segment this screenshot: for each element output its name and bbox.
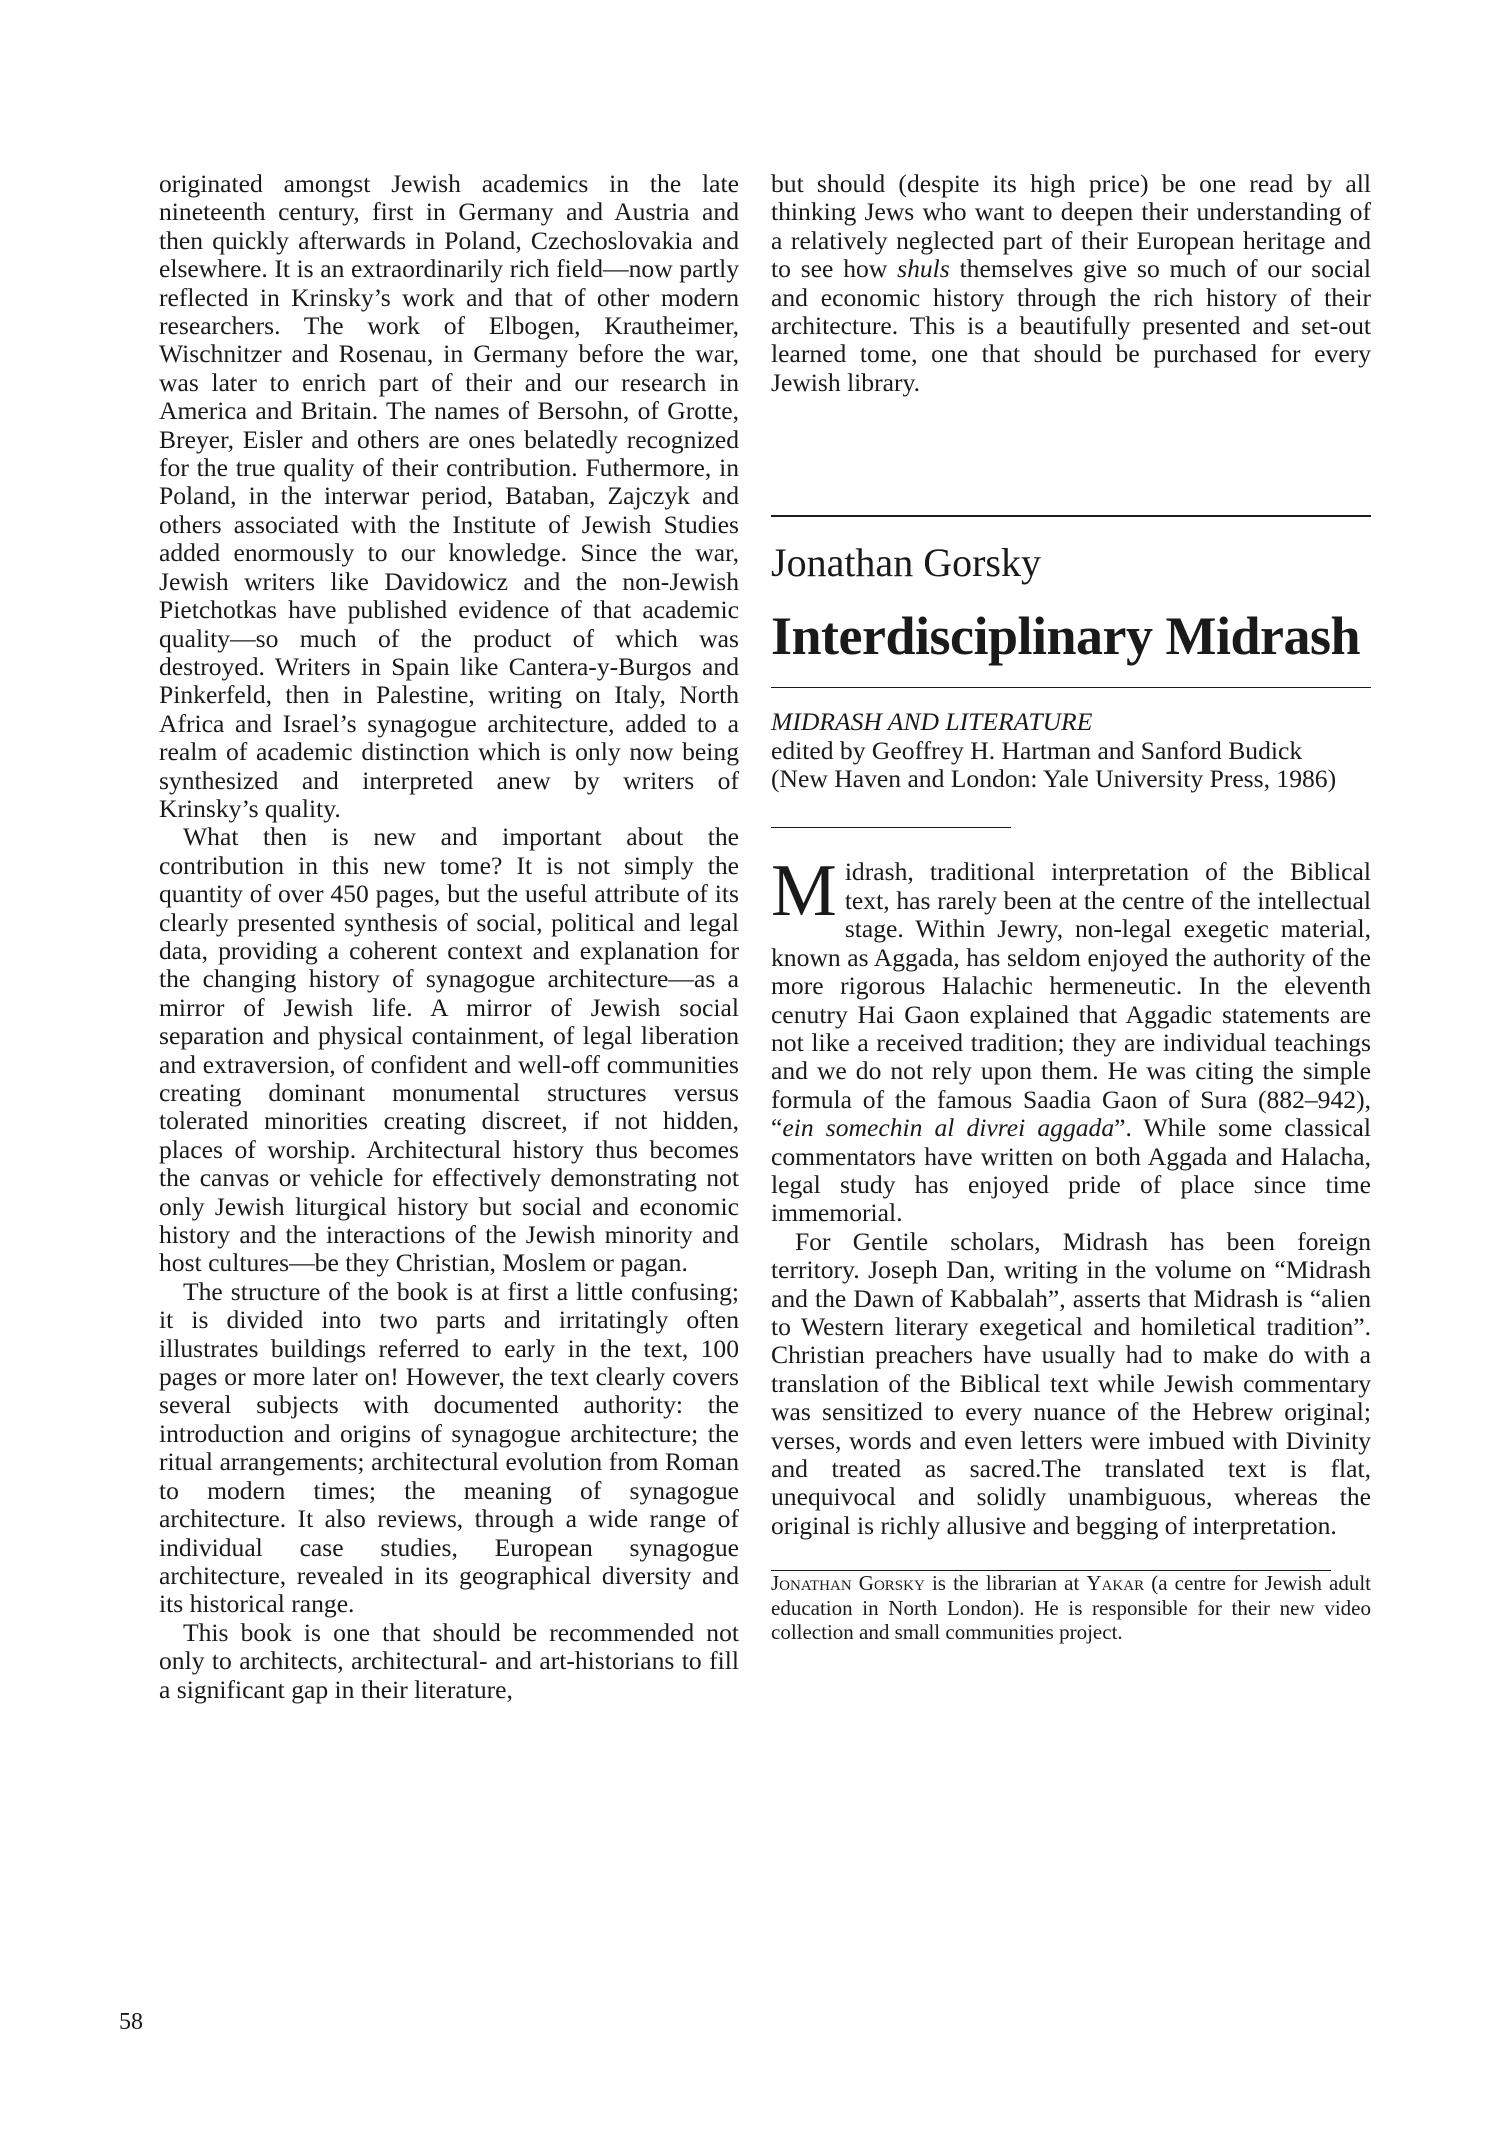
left-paragraph-4: This book is one that should be recommended not only to architects, architectural- and art-historians to fill a significant gap in their literature,: [159, 1617, 739, 1704]
italic-term: shuls: [897, 254, 950, 284]
bio-org: Yakar: [1086, 1571, 1145, 1596]
top-rule: [771, 515, 1371, 517]
italic-quote: ein somechin al divrei aggada: [782, 1113, 1115, 1143]
left-paragraph-3: The structure of the book is at first a little confusing; it is divided into two parts and irritatingly often illustrates buildings referred to early in the text, 100 pages or more later on! However, the text clearly covers several subjects with documented authority: the introduction and origins of synagogue architecture; the ritual arrangements; architectural evolution from Roman to modern times; the meaning of synagogue architecture. It also reviews, through a wide range of individual case studies, European synagogue architecture, revealed in its geographical diversity and its historical range.: [159, 1276, 739, 1619]
book-publisher: (New Haven and London: Yale University Press, 1986): [771, 764, 1337, 794]
left-column: [159, 170, 739, 1704]
book-info: [771, 708, 1371, 793]
author-bio: Jonathan Gorsky is the librarian at Yakar (a centre for Jewish adult education in North London). He is responsible for their new video collection and small communities project.: [771, 1571, 1371, 1645]
short-rule: [771, 827, 1011, 828]
drop-cap: M: [771, 850, 837, 933]
section-spacer: [771, 397, 1371, 515]
review-paragraph-2: For Gentile scholars, Midrash has been foreign territory. Joseph Dan, writing in the volume on “Midrash and the Dawn of Kabbalah”, asserts that Midrash is “alien to Western literary exegetical and homiletical tradition”. Christian preachers have usually had to make do with a translation of the Biblical text while Jewish commentary was sensitized to every nuance of the Hebrew original; verses, words and even letters were imbued with Divinity and treated as sacred.The translated text is flat, unequivocal and solidly unambiguous, whereas the original is richly allusive and begging of interpretation.: [771, 1226, 1371, 1540]
bio-name: Jonathan Gorsky: [771, 1571, 925, 1596]
left-paragraph-1: originated amongst Jewish academics in the late nineteenth century, first in Germany and Austria and then quickly afterwards in Poland, Czechoslovakia and elsewhere. It is an extraordinarily rich field—now partly reflected in Krinsky’s work and that of other modern researchers. The work of Elbogen, Krautheimer, Wischnitzer and Rosenau, in Germany before the war, was later to enrich part of their and our research in America and Britain. The names of Bersohn, of Grotte, Breyer, Eisler and others are ones belatedly recognized for the true quality of their contribution. Futhermore, in Poland, in the interwar period, Bataban, Zajczyk and others associated with the Institute of Jewish Studies added enormously to our knowledge. Since the war, Jewish writers like Davidowicz and the non-Jewish Pietchotkas have published evidence of that academic quality—so much of the product of which was destroyed. Writers in Spain like Cantera-y-Burgos and Pinkerfeld, then in Palestine, writing on Italy, North Africa and Israel’s synagogue architecture, added to a realm of academic distinction which is only now being synthesized and interpreted anew by writers of Krinsky’s quality.: [159, 169, 739, 823]
left-paragraph-2: What then is new and important about the contribution in this new tome? It is not simply the quantity of over 450 pages, but the useful attribute of its clearly presented synthesis of social, political and legal data, providing a coherent context and explanation for the changing history of synagogue architecture—as a mirror of Jewish life. A mirror of Jewish social separation and physical containment, of legal liberation and extraversion, of confident and well-off communities creating dominant monumental structures versus tolerated minorities creating discreet, if not hidden, places of worship. Architectural history thus becomes the canvas or vehicle for effectively demonstrating not only Jewish liturgical history but social and economic history and the interactions of the Jewish minority and host cultures—be they Christian, Moslem or pagan.: [159, 822, 739, 1278]
page-number: 58: [119, 2009, 143, 2035]
book-editors: edited by Geoffrey H. Hartman and Sanford Budick: [771, 735, 1303, 765]
previous-review-conclusion: but should (despite its high price) be one read by all thinking Jews who want to deepen their understanding of a relatively neglected part of their European heritage and to see how shuls themselves give so much of our social and economic history through the rich history of their architecture. This is a beautifully presented and set-out learned tome, one that should be purchased for every Jewish library.: [771, 169, 1372, 397]
right-column: [771, 170, 1371, 1645]
review-paragraph-1: Midrash, traditional interpretation of the Biblical text, has rarely been at the centre of the intellectual stage. Within Jewry, non-legal exegetic material, known as Aggada, has seldom enjoyed the authority of the more rigorous Halachic hermeneutic. In the eleventh cenutry Hai Gaon explained that Aggadic statements are not like a received tradition; they are individual teachings and we do not rely upon them. He was citing the simple formula of the famous Saadia Gaon of Sura (882–942), “ein somechin al divrei aggada”. While some classical commentators have written on both Aggada and Halacha, legal study has enjoyed pride of place since time immemorial.: [771, 850, 1371, 1228]
review-author: Jonathan Gorsky: [771, 540, 1041, 586]
title-rule: [771, 687, 1371, 688]
review-title: Interdisciplinary Midrash: [771, 606, 1361, 667]
book-title: MIDRASH AND LITERATURE: [771, 707, 1093, 737]
